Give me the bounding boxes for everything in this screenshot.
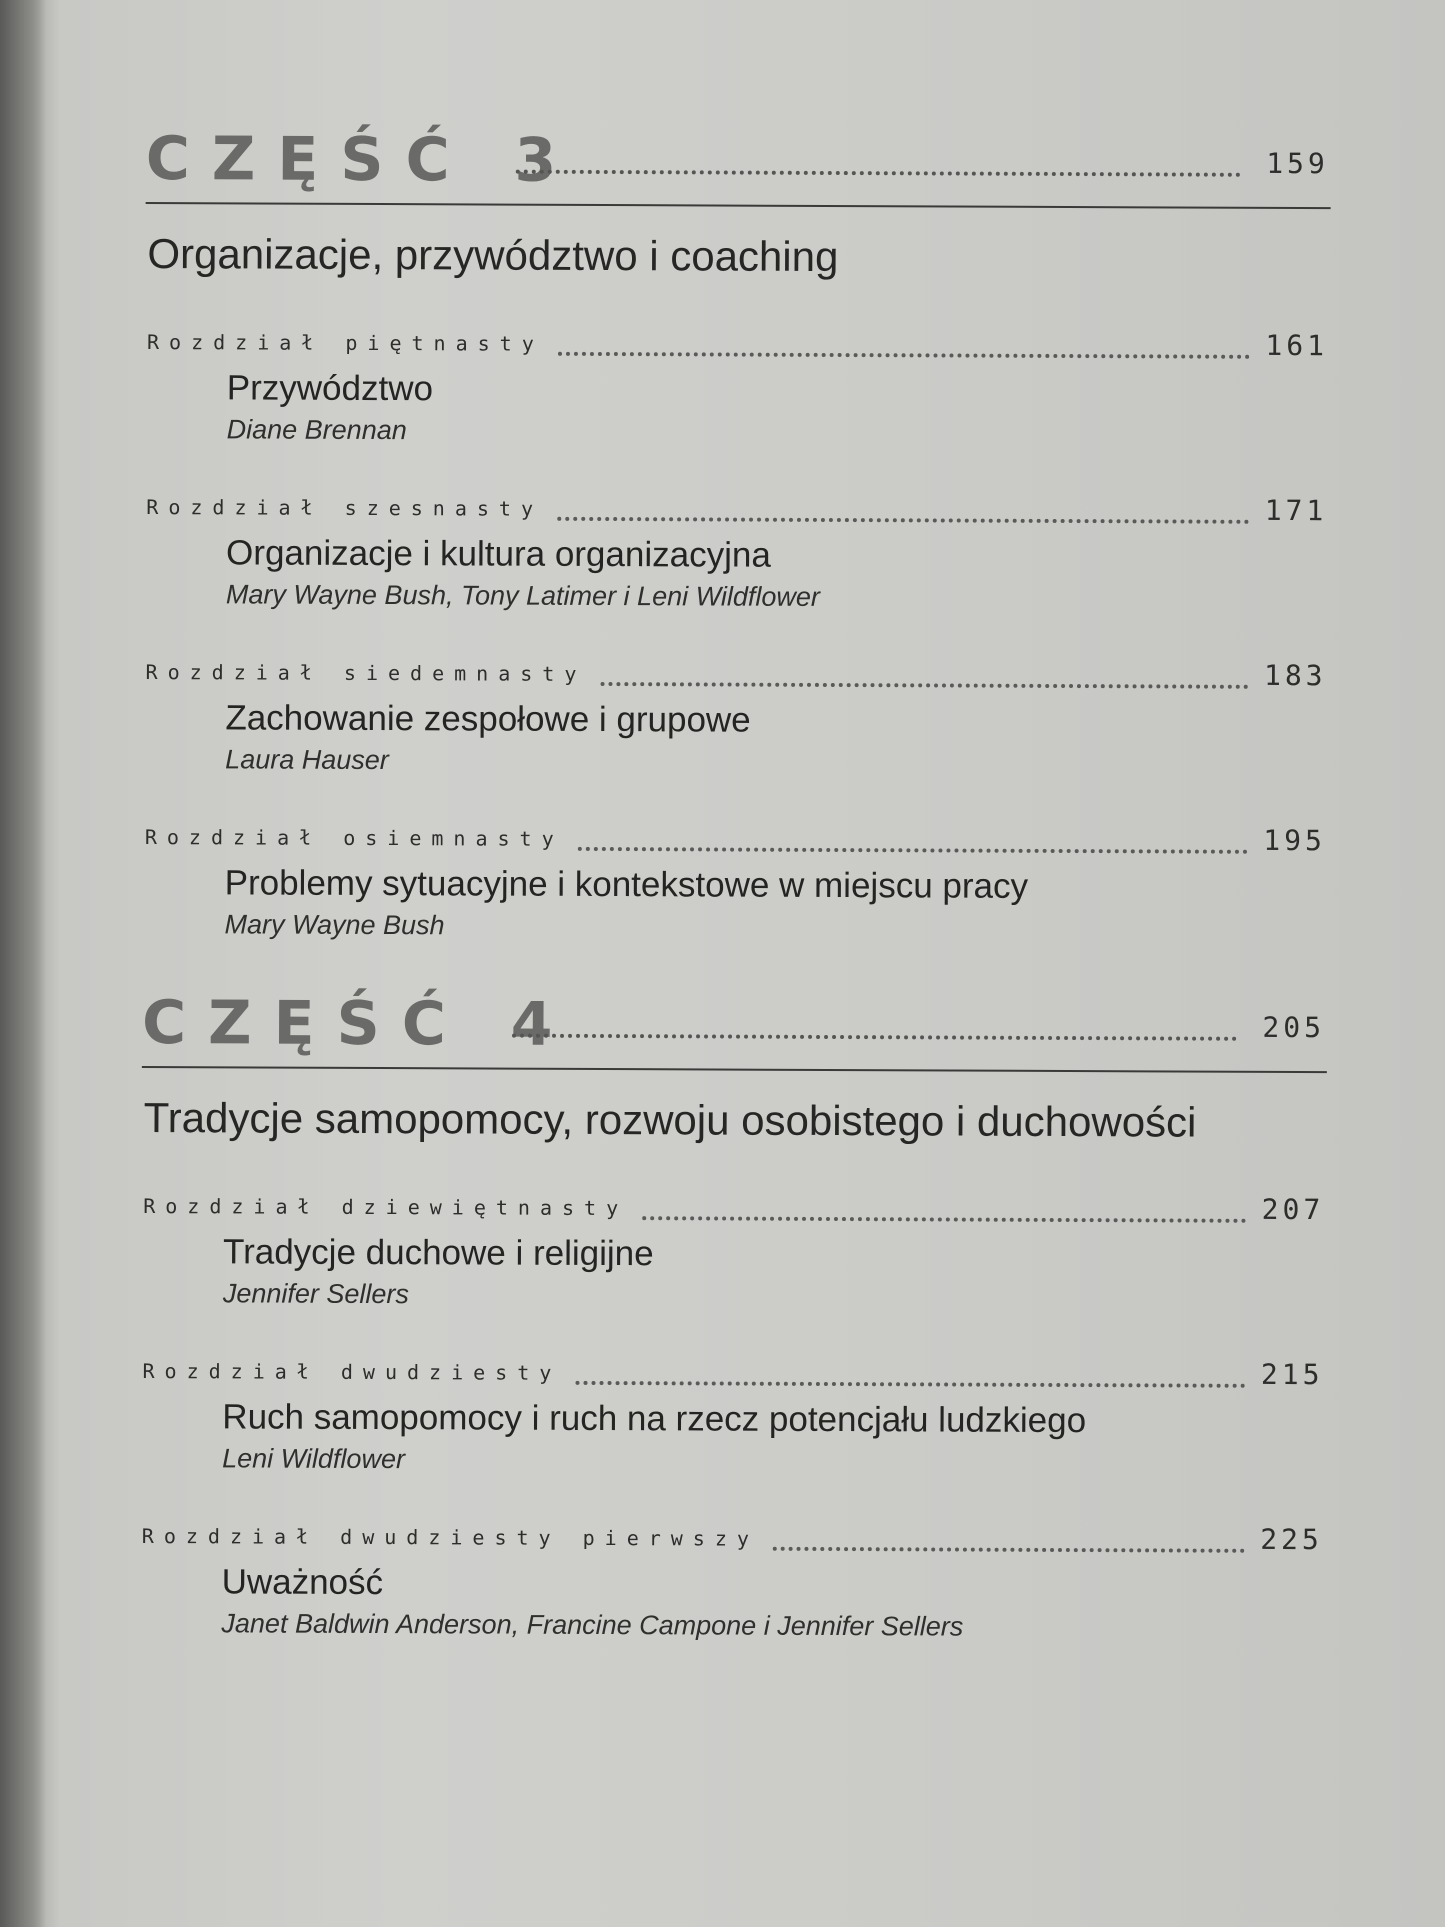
chapter-line xyxy=(144,654,1329,695)
chapter-title: Uważność xyxy=(221,1562,384,1603)
chapter-author: Mary Wayne Bush xyxy=(224,909,445,941)
chapter-title: Organizacje i kultura organizacyjna xyxy=(226,533,771,575)
chapter-entry xyxy=(139,1518,1325,1644)
dot-leader xyxy=(558,352,1250,359)
part-section xyxy=(142,120,1331,945)
book-spine-shadow xyxy=(0,0,46,1927)
chapter-label: Rozdział szesnasty xyxy=(146,495,544,521)
dot-leader xyxy=(578,847,1248,854)
chapter-entry xyxy=(142,819,1328,945)
part-subtitle: Organizacje, przywództwo i coaching xyxy=(147,230,839,281)
chapter-author: Janet Baldwin Anderson, Francine Campone i Jennifer Sellers xyxy=(221,1608,964,1642)
chapter-author: Leni Wildflower xyxy=(222,1443,406,1475)
chapter-page-number: 225 xyxy=(1260,1522,1323,1557)
chapter-line xyxy=(145,324,1330,365)
dot-leader xyxy=(557,517,1249,524)
part-section xyxy=(139,984,1327,1644)
chapter-page-number: 161 xyxy=(1265,328,1329,363)
dot-leader xyxy=(642,1216,1246,1223)
part-page-number: 205 xyxy=(1262,1010,1326,1045)
chapter-page-number: 207 xyxy=(1261,1192,1325,1227)
part-header xyxy=(142,984,1327,1073)
table-of-contents xyxy=(139,120,1331,1688)
chapter-label: Rozdział siedemnasty xyxy=(145,660,587,686)
dot-leader xyxy=(575,1381,1245,1388)
chapter-entry xyxy=(140,1353,1326,1479)
chapter-title: Zachowanie zespołowe i grupowe xyxy=(225,698,751,740)
chapter-title: Tradycje duchowe i religijne xyxy=(222,1232,654,1274)
part-title: CZĘŚĆ 3 xyxy=(145,123,579,196)
chapter-title: Problemy sytuacyjne i kontekstowe w miejscu pracy xyxy=(224,863,1029,906)
part-page-number: 159 xyxy=(1266,146,1329,181)
chapter-page-number: 195 xyxy=(1263,823,1326,858)
chapter-line xyxy=(140,1353,1325,1394)
chapter-line xyxy=(144,489,1329,530)
chapter-author: Laura Hauser xyxy=(225,744,389,776)
chapter-label: Rozdział osiemnasty xyxy=(144,825,564,851)
chapter-entry xyxy=(145,324,1331,450)
dot-leader xyxy=(773,1547,1245,1553)
part-title: CZĘŚĆ 4 xyxy=(141,987,575,1060)
chapter-title: Przywództwo xyxy=(226,368,434,409)
chapter-label: Rozdział dziewiętnasty xyxy=(143,1193,629,1221)
chapter-line xyxy=(141,1188,1326,1229)
part-header xyxy=(146,120,1331,209)
chapter-entry xyxy=(141,1188,1327,1314)
chapter-page-number: 171 xyxy=(1264,493,1328,528)
chapter-label: Rozdział dwudziesty pierwszy xyxy=(141,1523,760,1551)
chapter-author: Mary Wayne Bush, Tony Latimer i Leni Wildflower xyxy=(225,579,820,612)
chapter-line xyxy=(143,819,1328,860)
dot-leader xyxy=(512,1034,1237,1041)
chapter-line xyxy=(140,1518,1325,1559)
chapter-page-number: 183 xyxy=(1263,658,1327,693)
dot-leader xyxy=(516,170,1241,177)
chapter-author: Jennifer Sellers xyxy=(222,1278,410,1310)
chapter-entry xyxy=(144,489,1330,615)
chapter-author: Diane Brennan xyxy=(226,414,407,446)
chapter-label: Rozdział piętnasty xyxy=(146,330,544,356)
chapter-entry xyxy=(143,654,1329,780)
chapter-title: Ruch samopomocy i ruch na rzecz potencjału ludzkiego xyxy=(222,1397,1087,1441)
part-subtitle: Tradycje samopomocy, rozwoju osobistego i duchowości xyxy=(143,1093,1197,1146)
chapter-page-number: 215 xyxy=(1260,1357,1324,1392)
dot-leader xyxy=(601,682,1249,689)
chapter-label: Rozdział dwudziesty xyxy=(142,1358,562,1385)
